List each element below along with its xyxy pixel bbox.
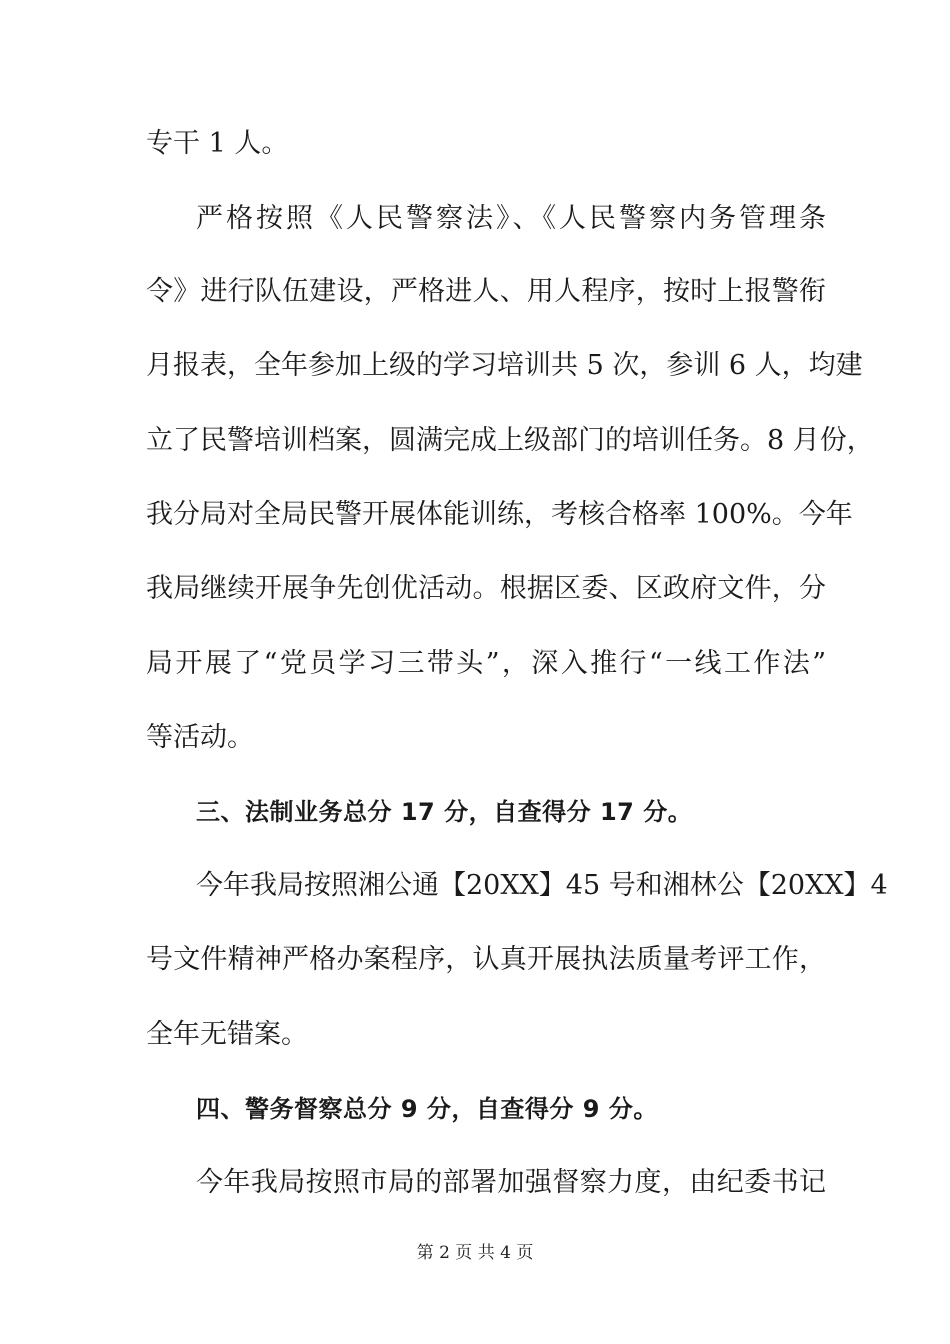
paragraph-line: 今年我局按照湘公通【20XX】45 号和湘林公【20XX】4 xyxy=(196,870,888,901)
paragraph-line: 专干 1 人。 xyxy=(146,128,289,159)
paragraph-line: 等活动。 xyxy=(146,722,254,753)
paragraph-line: 我局继续开展争先创优活动。根据区委、区政府文件，分 xyxy=(146,573,826,604)
paragraph-line: 我分局对全局民警开展体能训练，考核合格率 100%。今年 xyxy=(146,499,853,530)
paragraph-line: 今年我局按照市局的部署加强督察力度，由纪委书记 xyxy=(196,1167,826,1198)
paragraph-line: 严格按照《人民警察法》、《人民警察内务管理条 xyxy=(196,203,826,234)
paragraph-line: 局开展了“党员学习三带头”，深入推行“一线工作法” xyxy=(146,648,826,679)
section-heading: 四、警务督察总分 9 分，自查得分 9 分。 xyxy=(196,1095,658,1123)
paragraph-line: 月报表，全年参加上级的学习培训共 5 次，参训 6 人，均建 xyxy=(146,350,863,381)
paragraph-line: 全年无错案。 xyxy=(146,1019,308,1050)
paragraph-line: 立了民警培训档案，圆满完成上级部门的培训任务。8 月份， xyxy=(146,425,874,456)
page-number-footer: 第 2 页 共 4 页 xyxy=(416,1243,534,1263)
paragraph-line: 号文件精神严格办案程序，认真开展执法质量考评工作， xyxy=(146,944,826,975)
section-heading: 三、法制业务总分 17 分，自查得分 17 分。 xyxy=(196,798,693,826)
paragraph-line: 令》进行队伍建设，严格进人、用人程序，按时上报警衔 xyxy=(146,276,826,307)
